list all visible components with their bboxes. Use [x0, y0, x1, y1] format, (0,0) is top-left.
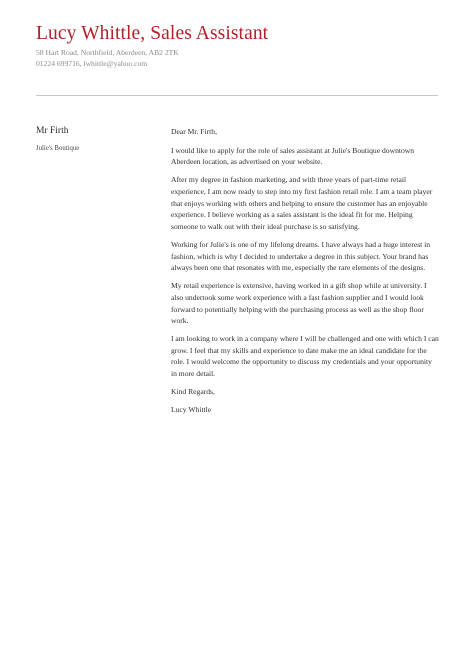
letter-header — [36, 22, 438, 69]
paragraph: My retail experience is extensive, having worked in a gift shop while at university. I also undertook some work experience with a fast fashion supplier and I would look forward to potentially helping with the purchasing process as well as the shop floor work. — [171, 281, 427, 326]
header-divider — [36, 95, 438, 96]
salutation: Dear Mr. Firth, — [171, 127, 217, 136]
recipient-company: Julie's Boutique — [36, 145, 80, 152]
applicant-name-title: Lucy Whittle, Sales Assistant — [36, 23, 269, 44]
applicant-address: 58 Hart Road, Northfield, Aberdeen, AB2 2TK — [36, 48, 179, 57]
paragraph: After my degree in fashion marketing, and with three years of part-time retail experience, I am now ready to step into my first fashion retail role. I am a team player that enjoys working with others and helping to ensure the customer has an enjoyable experience. I believe working as a sales assistant is the ideal fit for me. Helping someone to walk out with their ideal purchase is so satisfying. — [171, 175, 433, 231]
closing: Kind Regards, — [171, 387, 215, 397]
paragraph: I am looking to work in a company where I will be challenged and one with which I can grow. I feel that my skills and experience to date make me an ideal candidate for the role. I would welcome the opportunity to discuss my credentials and your opportunity in more detail. — [171, 334, 439, 379]
paragraph: I would like to apply for the role of sales assistant at Julie's Boutique downtown Aberdeen location, as advertised on your website. — [171, 145, 415, 167]
letter-body — [171, 126, 439, 423]
signature-name: Lucy Whittle — [171, 405, 212, 415]
paragraph: Working for Julie's is one of my lifelong dreams. I have always had a huge interest in fashion, which is why I decided to undertake a degree in this subject. Your brand has always been one that resonates with me, especially the rare elements of the designs. — [171, 239, 431, 273]
applicant-contact: 01224 699716, lwhittle@yahoo.com — [36, 59, 148, 68]
recipient-block — [36, 125, 146, 154]
recipient-name: Mr Firth — [36, 126, 69, 136]
